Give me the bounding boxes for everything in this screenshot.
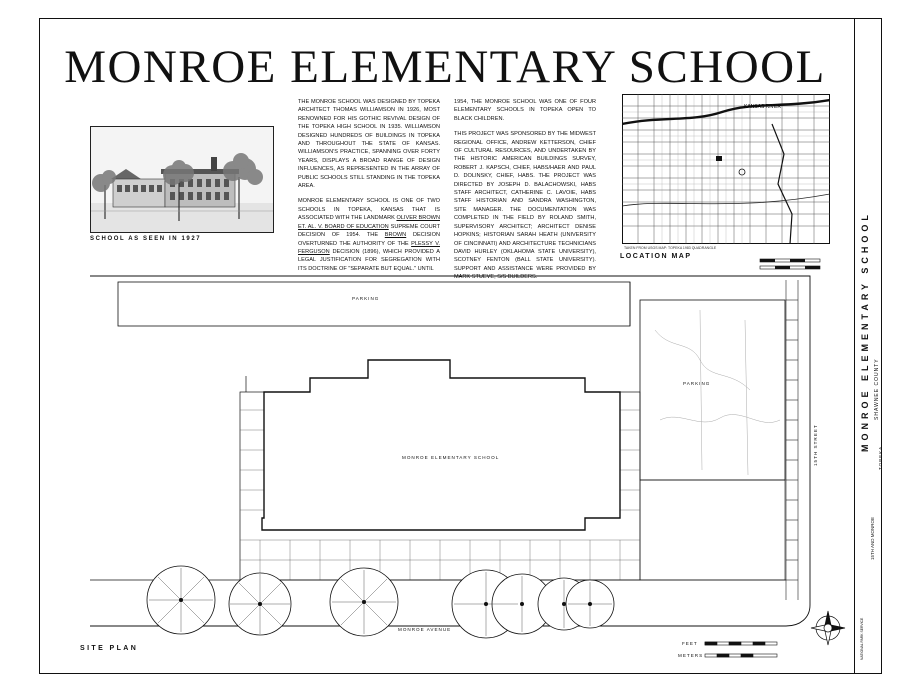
sidebar-title: MONROE ELEMENTARY SCHOOL [860,211,870,452]
scale-feet-label: FEET [682,641,698,646]
history-paragraph: THE MONROE SCHOOL WAS DESIGNED BY TOPEKA ARCHITECT THOMAS WILLIAMSON IN 1926, MOST RENOWNED FOR HIS GOTHIC REVIVAL DESIGN OF THE TOPEKA HIGH SCHOOL IN 1935. WILLIAMSON DESIGNED HUNDREDS OF BUILDINGS IN TOPEKA AND THROUGHOUT THE STATE OF KANSAS. WILLIAMSON'S PRACTICE, SPANNING OVER FORTY YEARS, DISPLAYS A BROAD RANGE OF DESIGN INFLUENCES, AS REPRESENTED IN THE ARRAY OF PUBLIC SCHOOLS STILL STANDING IN THE TOPEKA AREA. [298,99,440,190]
brown-name: BROWN [384,232,407,239]
sidebar-agency: NATIONAL PARK SERVICE [860,617,864,660]
page-title: MONROE ELEMENTARY SCHOOL [64,41,826,93]
site-plan-caption: SITE PLAN [80,645,139,652]
continued-paragraph: 1954, THE MONROE SCHOOL WAS ONE OF FOUR ELEMENTARY SCHOOLS IN TOPEKA OPEN TO BLACK CHILDREN. [454,99,596,122]
building-label: MONROE ELEMENTARY SCHOOL [402,455,500,460]
map-river-label: KANSAS RIVER [744,104,781,110]
credits-paragraph: THIS PROJECT WAS SPONSORED BY THE MIDWEST REGIONAL OFFICE, ANDREW KETTERSON, CHIEF OF CULTURAL RESOURCES, AND UNDERTAKEN BY THE HISTORIC AMERICAN BUILDINGS SURVEY, ROBERT J. KAPSCH, CHIEF, HABS/HAER AND PAUL D. DOLINSKY, CHIEF, HABS. THE PROJECT WAS DIRECTED BY JOSEPH D. BALACHOWSKI, HABS STAFF ARCHITECT, CATHERINE C. LAVOIE, HABS STAFF HISTORIAN AND SANDRA WASHINGTON, SITE MANAGER. THE DOCUMENTATION WAS COMPLETED IN THE FIELD BY ROLAND SMITH, SUPERVISORY ARCHITECT; ARCHITECT DENISE HOPKINS; HISTORIAN SARAH HEATH (UNIVERSITY OF CINCINNATI) AND ARCHITECTURE TECHNICIANS DAVID HURLEY (OKLAHOMA STATE UNIVERSITY), SCOTNEY FENTON (BALL STATE UNIVERSITY). SUPPORT AND ASSISTANCE WERE PROVIDED BY MARK STUEVE, S/S BUILDERS. [454,131,596,281]
plessy-name: PLESSY V. FERGUSON [298,240,440,255]
map-source: TAKEN FROM USGS MAP: TOPEKA 1983 QUADRANGLE [624,246,717,250]
fifteenth-street-label: 15TH STREET [813,424,818,466]
case-name: OLIVER BROWN ET. AL. V. BOARD OF EDUCATION [298,215,440,230]
monroe-avenue-label: MONROE AVENUE [398,627,452,632]
sidebar-city: TOPEKA [878,445,883,470]
map-caption: LOCATION MAP [620,253,692,260]
scale-meters-label: METERS [678,653,704,658]
sidebar-address: 15TH AND MONROE [870,516,875,560]
photo-caption: SCHOOL AS SEEN IN 1927 [90,236,202,242]
sidebar-county: SHAWNEE COUNTY [874,358,880,420]
brown-paragraph: MONROE ELEMENTARY SCHOOL IS ONE OF TWO SCHOOLS IN TOPEKA, KANSAS THAT IS ASSOCIATED WITH THE LANDMARK OLIVER BROWN ET. AL. V. BOARD OF EDUCATION SUPREME COURT DECISION OF 1954. THE BROWN DECISION OVERTURNED THE AUTHORITY OF THE PLESSY V. FERGUSON DECISION (1896), WHICH PROVIDED A LEGAL JUSTIFICATION FOR SEGREGATION WITH ITS DOCTRINE OF "SEPARATE BUT EQUAL." UNTIL [298,198,440,272]
parking-top-label: PARKING [352,296,380,301]
parking-right-label: PARKING [683,381,711,386]
